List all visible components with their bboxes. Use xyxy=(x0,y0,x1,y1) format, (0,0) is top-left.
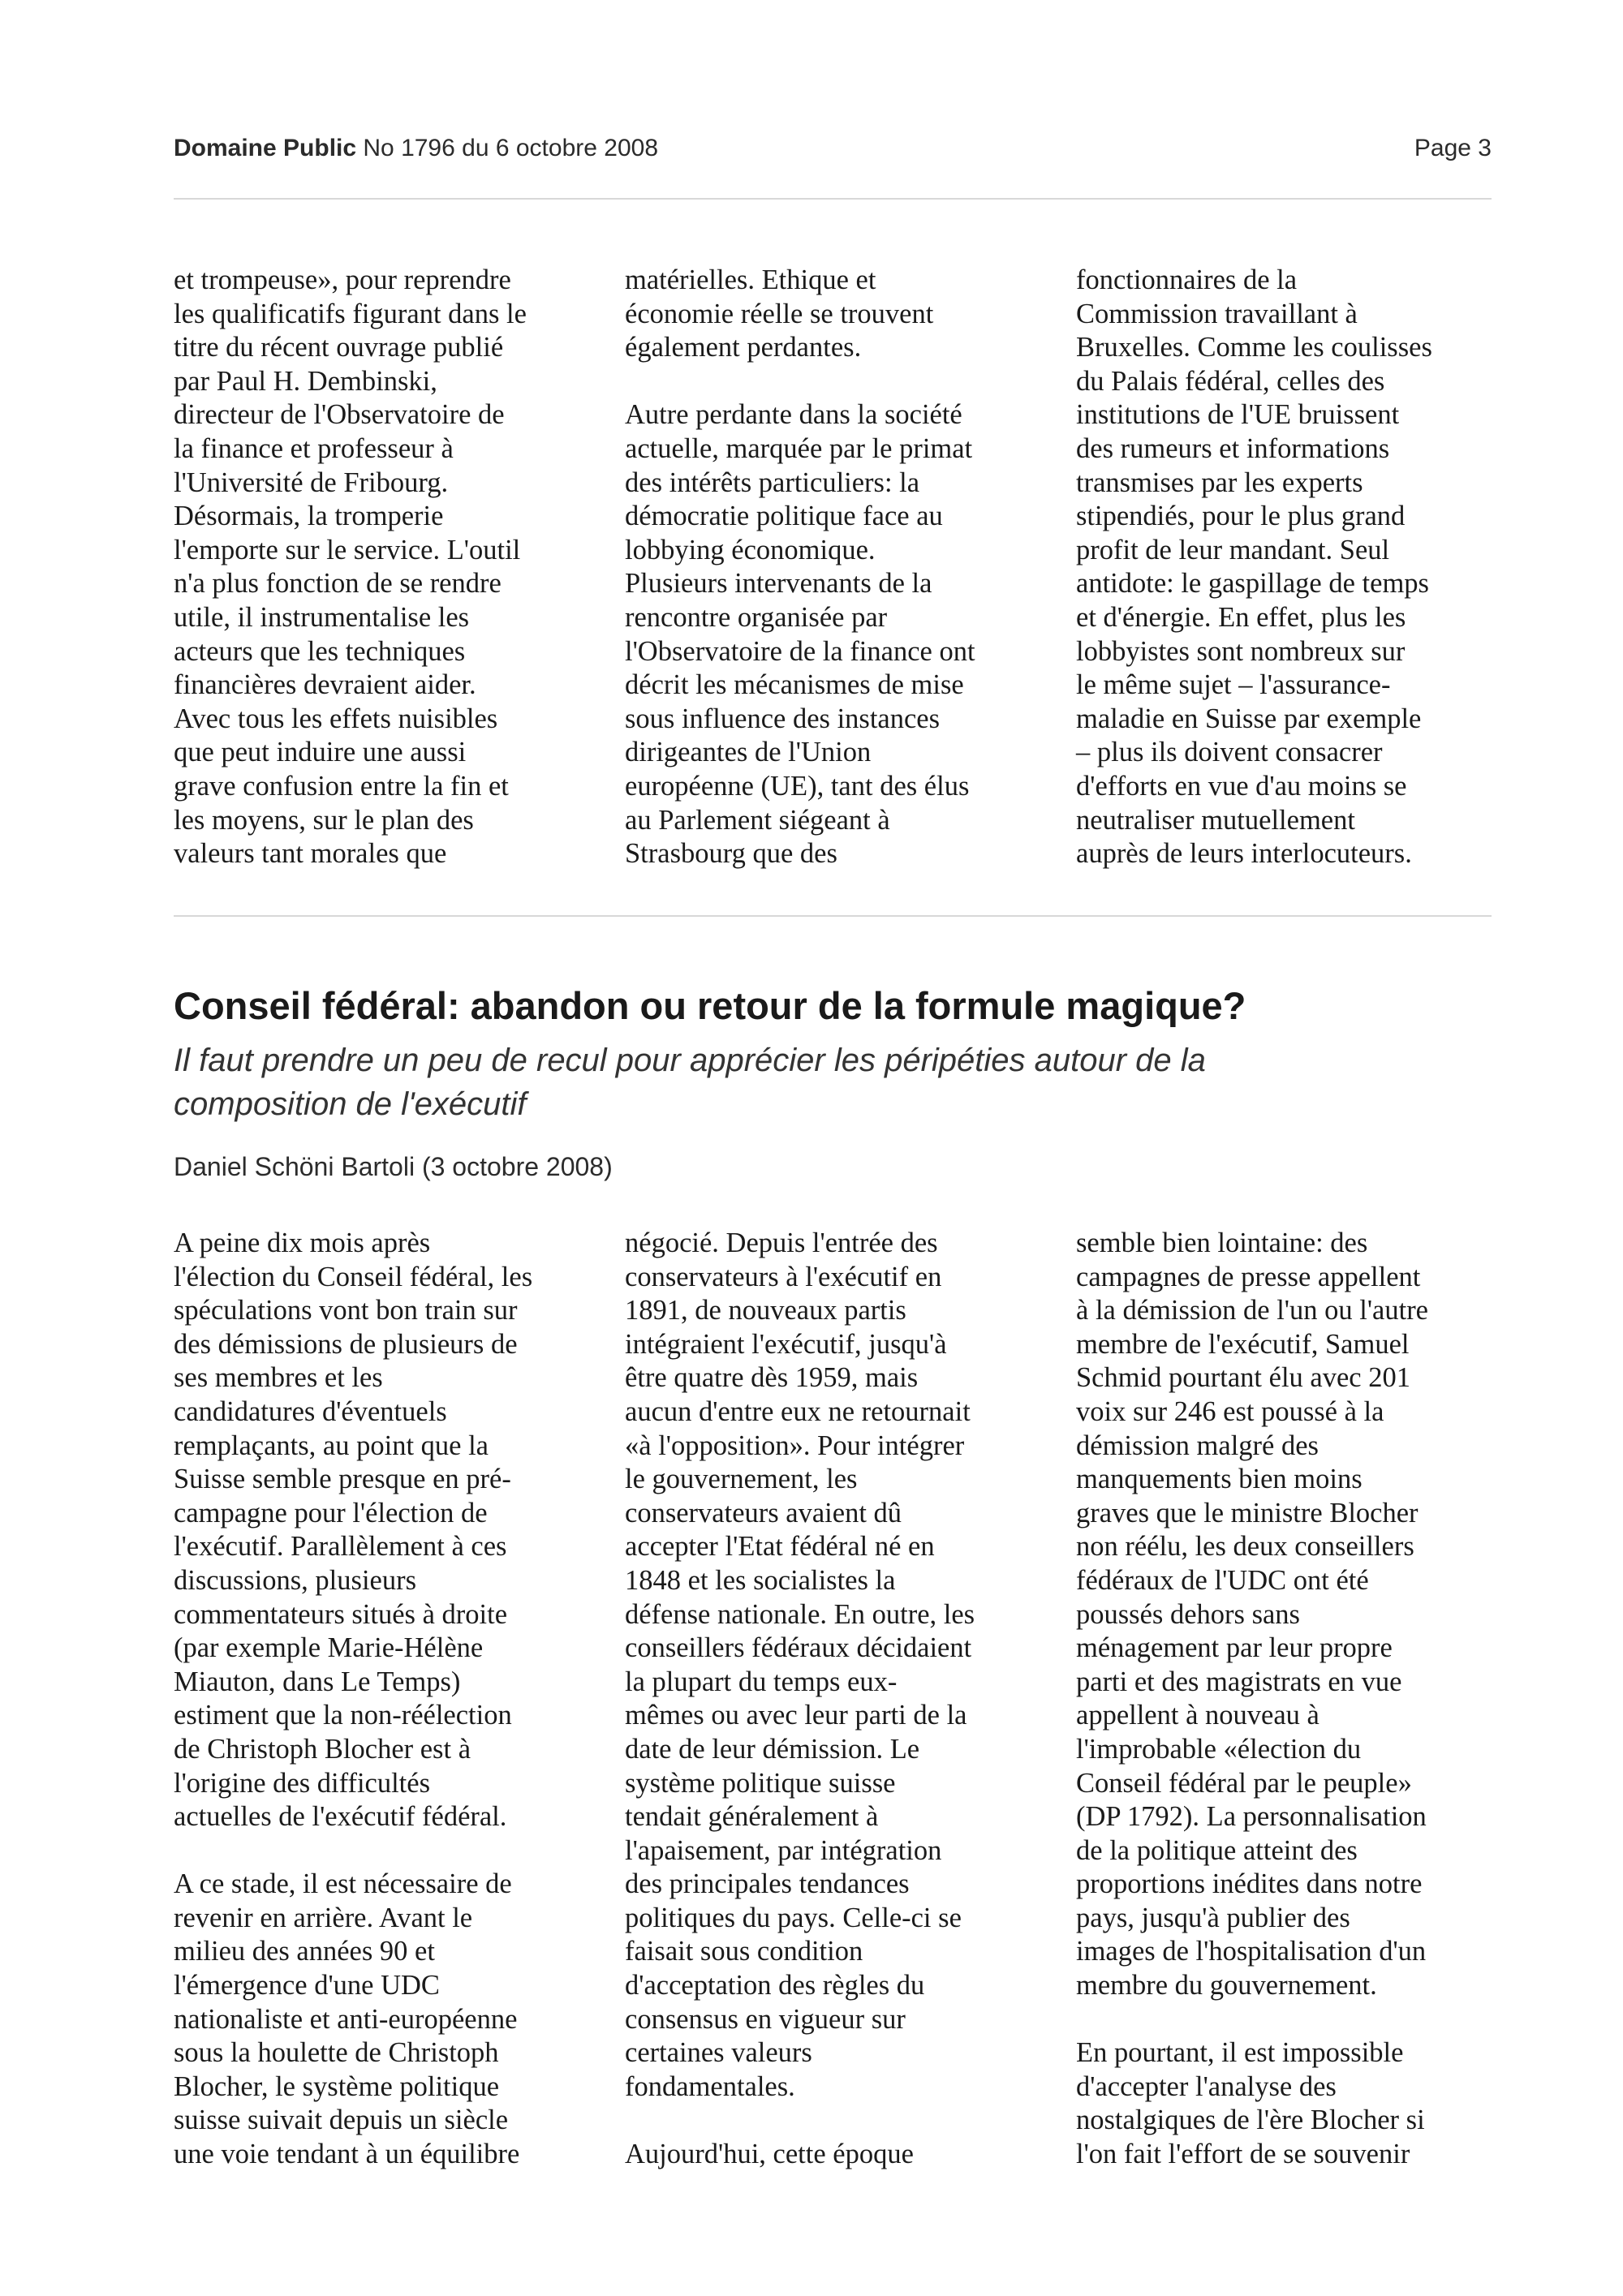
article-subtitle: Il faut prendre un peu de recul pour apprécier les péripéties autour de la composition de l'exécutif xyxy=(174,1043,1206,1122)
paragraph: et trompeuse», pour reprendre les qualificatifs figurant dans le titre du récent ouvrage publié par Paul H. Dembinski, directeur de l'Observatoire de la finance et professeur à l'Université de Fribourg. Désormais, la tromperie l'emporte sur le service. L'outil n'a plus fonction de se rendre utile, il instrumentalise les acteurs que les techniques financières devraient aider. Avec tous les effets nuisibles que peut induire une aussi grave confusion entre la fin et les moyens, sur le plan des valeurs tant morales que xyxy=(174,264,527,870)
page-header xyxy=(174,135,1492,167)
column-2 xyxy=(625,264,1047,871)
header-left xyxy=(174,135,658,162)
header-divider xyxy=(174,198,1492,200)
paragraph: En pourtant, il est impossible d'accepter l'analyse des nostalgiques de l'ère Blocher si l'on fait l'effort de se souvenir xyxy=(1076,2037,1425,2170)
column-1 xyxy=(174,264,596,871)
column-1 xyxy=(174,1227,596,2172)
paragraph: A peine dix mois après l'élection du Conseil fédéral, les spéculations vont bon train sur des démissions de plusieurs de ses membres et les candidatures d'éventuels remplaçants, au point que la Suisse semble presque en pré- campagne pour l'élection de l'exécutif. Parallèlement à ces discussions, plusieurs commentateurs situés à droite (par exemple Marie-Hélène Miauton, dans Le Temps) estiment que la non-réélection de Christoph Blocher est à l'origine des difficultés actuelles de l'exécutif fédéral. xyxy=(174,1228,533,1833)
article-byline: Daniel Schöni Bartoli (3 octobre 2008) xyxy=(174,1152,613,1181)
page-number: Page 3 xyxy=(1414,135,1492,161)
article-title: Conseil fédéral: abandon ou retour de la formule magique? xyxy=(174,984,1246,1027)
paragraph: fonctionnaires de la Commission travaillant à Bruxelles. Comme les coulisses du Palais fédéral, celles des institutions de l'UE bruissent des rumeurs et informations transmises par les experts stipendiés, pour le plus grand profit de leur mandant. Seul antidote: le gaspillage de temps et d'énergie. En effet, plus les lobbyistes sont nombreux sur le même sujet – l'assurance- maladie en Suisse par exemple – plus ils doivent consacrer d'efforts en vue d'au moins se neutraliser mutuellement auprès de leurs interlocuteurs. xyxy=(1076,264,1432,870)
paragraph: négocié. Depuis l'entrée des conservateurs à l'exécutif en 1891, de nouveaux partis intégraient l'exécutif, jusqu'à être quatre dès 1959, mais aucun d'entre eux ne retournait «à l'opposition». Pour intégrer le gouvernement, les conservateurs avaient dû accepter l'Etat fédéral né en 1848 et les socialistes la défense nationale. En outre, les conseillers fédéraux décidaient la plupart du temps eux- mêmes ou avec leur parti de la date de leur démission. Le système politique suisse tendait généralement à l'apaisement, par intégration des principales tendances politiques du pays. Celle-ci se faisait sous condition d'acceptation des règles du consensus en vigueur sur certaines valeurs fondamentales. xyxy=(625,1228,975,2102)
publication-name: Domaine Public xyxy=(174,135,357,161)
issue-info: No 1796 du 6 octobre 2008 xyxy=(356,135,658,161)
paragraph: Aujourd'hui, cette époque xyxy=(625,2139,914,2170)
column-3 xyxy=(1076,264,1498,871)
paragraph: Autre perdante dans la société actuelle, marquée par le primat des intérêts particuliers: la démocratie politique face au lobbying économique. Plusieurs intervenants de la rencontre organisée par l'Observatoire de la finance ont décrit les mécanismes de mise sous influence des instances dirigeantes de l'Union européenne (UE), tant des élus au Parlement siégeant à Strasbourg que des xyxy=(625,399,975,870)
column-2 xyxy=(625,1227,1047,2172)
paragraph: semble bien lointaine: des campagnes de presse appellent à la démission de l'un ou l'autre membre de l'exécutif, Samuel Schmid pourtant élu avec 201 voix sur 246 est poussé à la démission malgré des manquements bien moins graves que le ministre Blocher non réélu, les deux conseillers fédéraux de l'UDC ont été poussés dehors sans ménagement par leur propre parti et des magistrats en vue appellent à nouveau à l'improbable «élection du Conseil fédéral par le peuple» (DP 1792). La personnalisation de la politique atteint des proportions inédites dans notre pays, jusqu'à publier des images de l'hospitalisation d'un membre du gouvernement. xyxy=(1076,1228,1428,2001)
paragraph: matérielles. Ethique et économie réelle se trouvent également perdantes. xyxy=(625,264,934,363)
paragraph: A ce stade, il est nécessaire de revenir en arrière. Avant le milieu des années 90 et l'émergence d'une UDC nationaliste et anti-européenne sous la houlette de Christoph Blocher, le système politique suisse suivait depuis un siècle une voie tendant à un équilibre xyxy=(174,1868,520,2170)
section-divider xyxy=(174,915,1492,917)
column-3 xyxy=(1076,1227,1498,2172)
